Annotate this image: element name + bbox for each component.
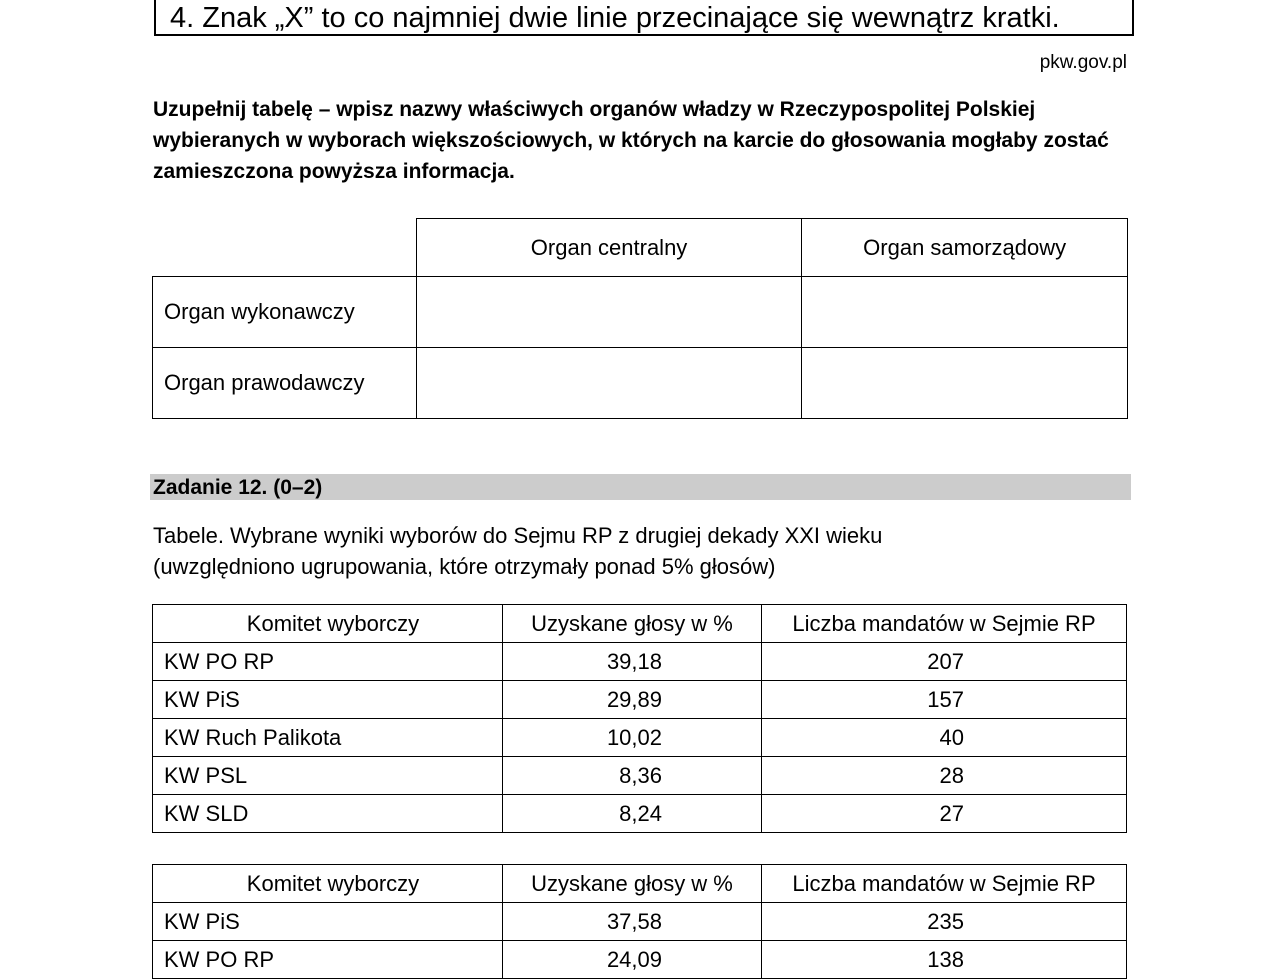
table-row	[153, 643, 1127, 681]
table-row	[153, 903, 1127, 941]
committee-cell: KW PO RP	[153, 941, 503, 979]
seats-cell: 157	[762, 681, 1127, 719]
votes-cell: 10,02	[503, 719, 762, 757]
seats-cell: 28	[762, 757, 1127, 795]
table-row	[153, 681, 1127, 719]
seats-cell: 235	[762, 903, 1127, 941]
seats-cell: 27	[762, 795, 1127, 833]
row-organ-wykonawczy: Organ wykonawczy	[153, 277, 417, 348]
seats-cell: 138	[762, 941, 1127, 979]
seats-cell: 40	[762, 719, 1127, 757]
header-organ-samorzadowy: Organ samorządowy	[802, 219, 1128, 277]
header-organ-centralny: Organ centralny	[416, 219, 802, 277]
answer-cell-prawodawczy-samorzadowy[interactable]	[802, 348, 1128, 419]
votes-cell: 29,89	[503, 681, 762, 719]
table-row	[153, 757, 1127, 795]
row-organ-prawodawczy: Organ prawodawczy	[153, 348, 417, 419]
rule-box	[154, 0, 1134, 36]
results-table-2	[152, 864, 1127, 979]
committee-cell: KW PiS	[153, 903, 503, 941]
header-mandaty: Liczba mandatów w Sejmie RP	[762, 605, 1127, 643]
header-glosy: Uzyskane głosy w %	[503, 605, 762, 643]
votes-cell: 37,58	[503, 903, 762, 941]
votes-cell: 24,09	[503, 941, 762, 979]
source-label: pkw.gov.pl	[1039, 52, 1127, 73]
committee-cell: KW SLD	[153, 795, 503, 833]
table-row	[153, 795, 1127, 833]
tables-caption	[153, 520, 1133, 582]
rule-box-text: 4. Znak „X” to co najmniej dwie linie przecinające się wewnątrz kratki.	[170, 2, 1060, 34]
table-row	[153, 719, 1127, 757]
task-heading: Zadanie 12. (0–2)	[150, 474, 1131, 500]
header-komitet: Komitet wyborczy	[153, 605, 503, 643]
table-header-row	[153, 605, 1127, 643]
header-komitet: Komitet wyborczy	[153, 865, 503, 903]
caption-line-1: Tabele. Wybrane wyniki wyborów do Sejmu RP z drugiej dekady XXI wieku	[153, 523, 883, 548]
answer-cell-wykonawczy-centralny[interactable]	[416, 277, 802, 348]
answer-cell-wykonawczy-samorzadowy[interactable]	[802, 277, 1128, 348]
answer-cell-prawodawczy-centralny[interactable]	[416, 348, 802, 419]
header-mandaty: Liczba mandatów w Sejmie RP	[762, 865, 1127, 903]
committee-cell: KW Ruch Palikota	[153, 719, 503, 757]
votes-cell: 39,18	[503, 643, 762, 681]
header-glosy: Uzyskane głosy w %	[503, 865, 762, 903]
seats-cell: 207	[762, 643, 1127, 681]
votes-cell: 8,36	[503, 757, 762, 795]
caption-line-2: (uwzględniono ugrupowania, które otrzymały ponad 5% głosów)	[153, 554, 776, 579]
committee-cell: KW PiS	[153, 681, 503, 719]
table-corner-cell	[153, 219, 417, 277]
results-table-1	[152, 604, 1127, 833]
organ-answer-table	[152, 218, 1128, 419]
committee-cell: KW PO RP	[153, 643, 503, 681]
votes-cell: 8,24	[503, 795, 762, 833]
task-instruction: Uzupełnij tabelę – wpisz nazwy właściwych organów władzy w Rzeczypospolitej Polskiej wybieranych w wyborach większościowych, w których na karcie do głosowania mogłaby zostać zamieszczona powyższa informacja.	[153, 98, 1109, 183]
committee-cell: KW PSL	[153, 757, 503, 795]
table-header-row	[153, 865, 1127, 903]
